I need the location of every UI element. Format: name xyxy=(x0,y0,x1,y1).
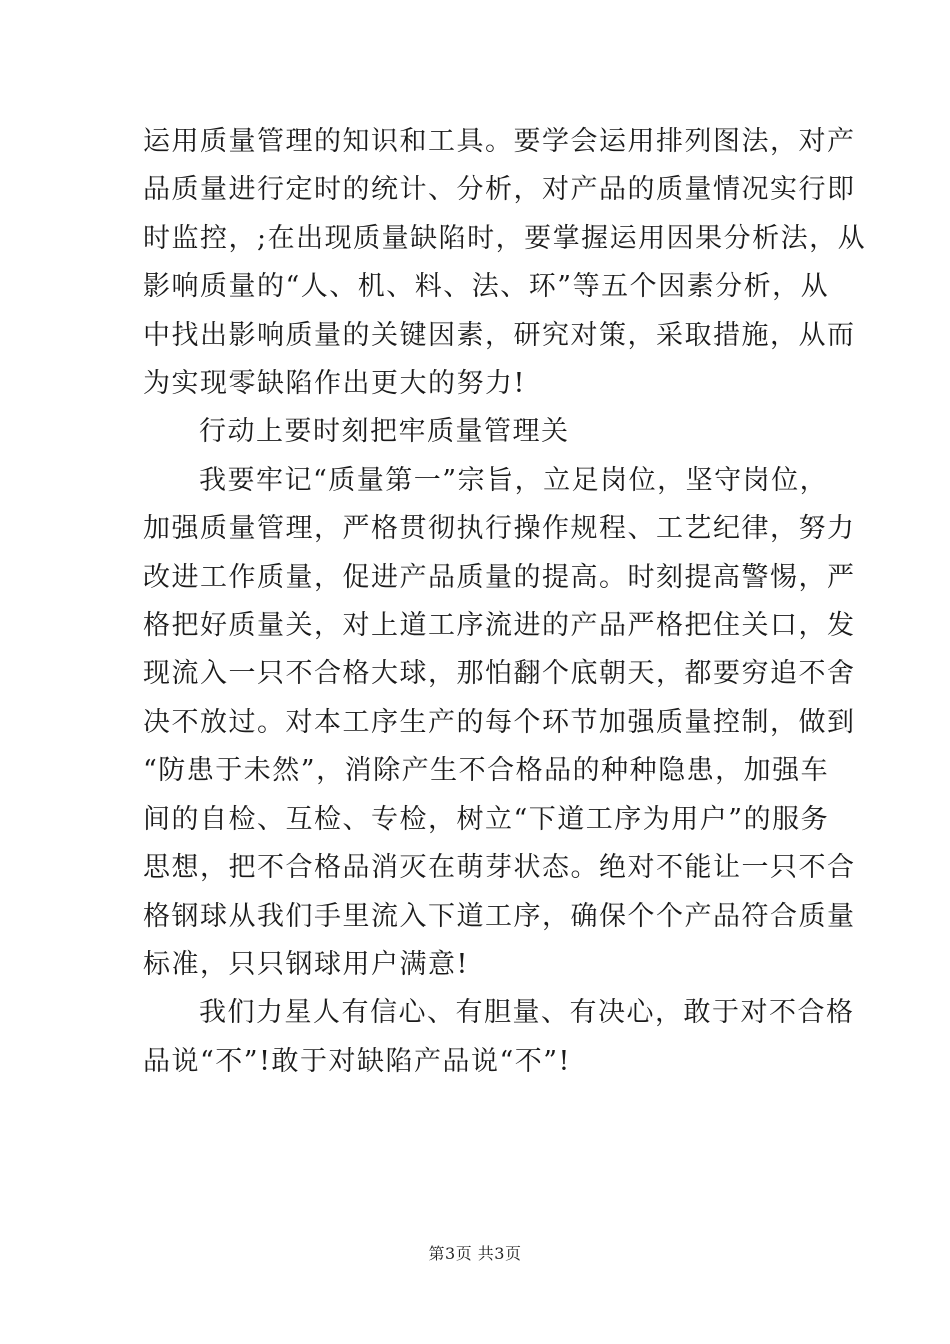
text-line: 标准，只只钢球用户满意! xyxy=(143,948,469,980)
text-line: 现流入一只不合格大球，那怕翻个底朝天，都要穷追不舍 xyxy=(143,658,856,690)
section-heading xyxy=(143,408,807,456)
text-line: 决不放过。对本工序生产的每个环节加强质量控制，做到 xyxy=(143,706,856,738)
text-line: 影响质量的“人、机、料、法、环”等五个因素分析，从 xyxy=(143,271,830,303)
heading-text: 行动上要时刻把牢质量管理关 xyxy=(199,416,570,448)
text-line: 品质量进行定时的统计、分析，对产品的质量情况实行即 xyxy=(143,174,856,206)
text-line: 格钢球从我们手里流入下道工序，确保个个产品符合质量 xyxy=(143,900,856,932)
paragraph-4 xyxy=(143,989,855,1086)
paragraph-3 xyxy=(143,457,856,989)
paragraph-1 xyxy=(143,118,867,408)
page-number-footer: 第3页 共3页 xyxy=(428,1244,522,1263)
text-line: 加强质量管理，严格贯彻执行操作规程、工艺纪律，努力 xyxy=(143,513,856,545)
document-body xyxy=(143,118,867,1086)
text-line: 时监控，;在出现质量缺陷时，要掌握运用因果分析法，从 xyxy=(143,222,867,254)
text-line: 间的自检、互检、专检，树立“下道工序为用户”的服务 xyxy=(143,803,830,835)
text-line: 为实现零缺陷作出更大的努力! xyxy=(143,368,526,400)
text-line: 品说“不”!敢于对缺陷产品说“不”! xyxy=(143,1045,571,1077)
text-line: 我们力星人有信心、有胆量、有决心，敢于对不合格 xyxy=(199,997,855,1029)
text-line: “防患于未然”，消除产生不合格品的种种隐患，加强车 xyxy=(143,755,830,787)
text-line: 改进工作质量，促进产品质量的提高。时刻提高警惕，严 xyxy=(143,561,856,593)
text-line: 格把好质量关，对上道工序流进的产品严格把住关口，发 xyxy=(143,610,856,642)
text-line: 思想，把不合格品消灭在萌芽状态。绝对不能让一只不合 xyxy=(143,852,856,884)
text-line: 中找出影响质量的关键因素，研究对策，采取措施，从而 xyxy=(143,319,856,351)
text-line: 运用质量管理的知识和工具。要学会运用排列图法，对产 xyxy=(143,126,856,157)
text-line: 我要牢记“质量第一”宗旨，立足岗位，坚守岗位， xyxy=(199,464,829,496)
